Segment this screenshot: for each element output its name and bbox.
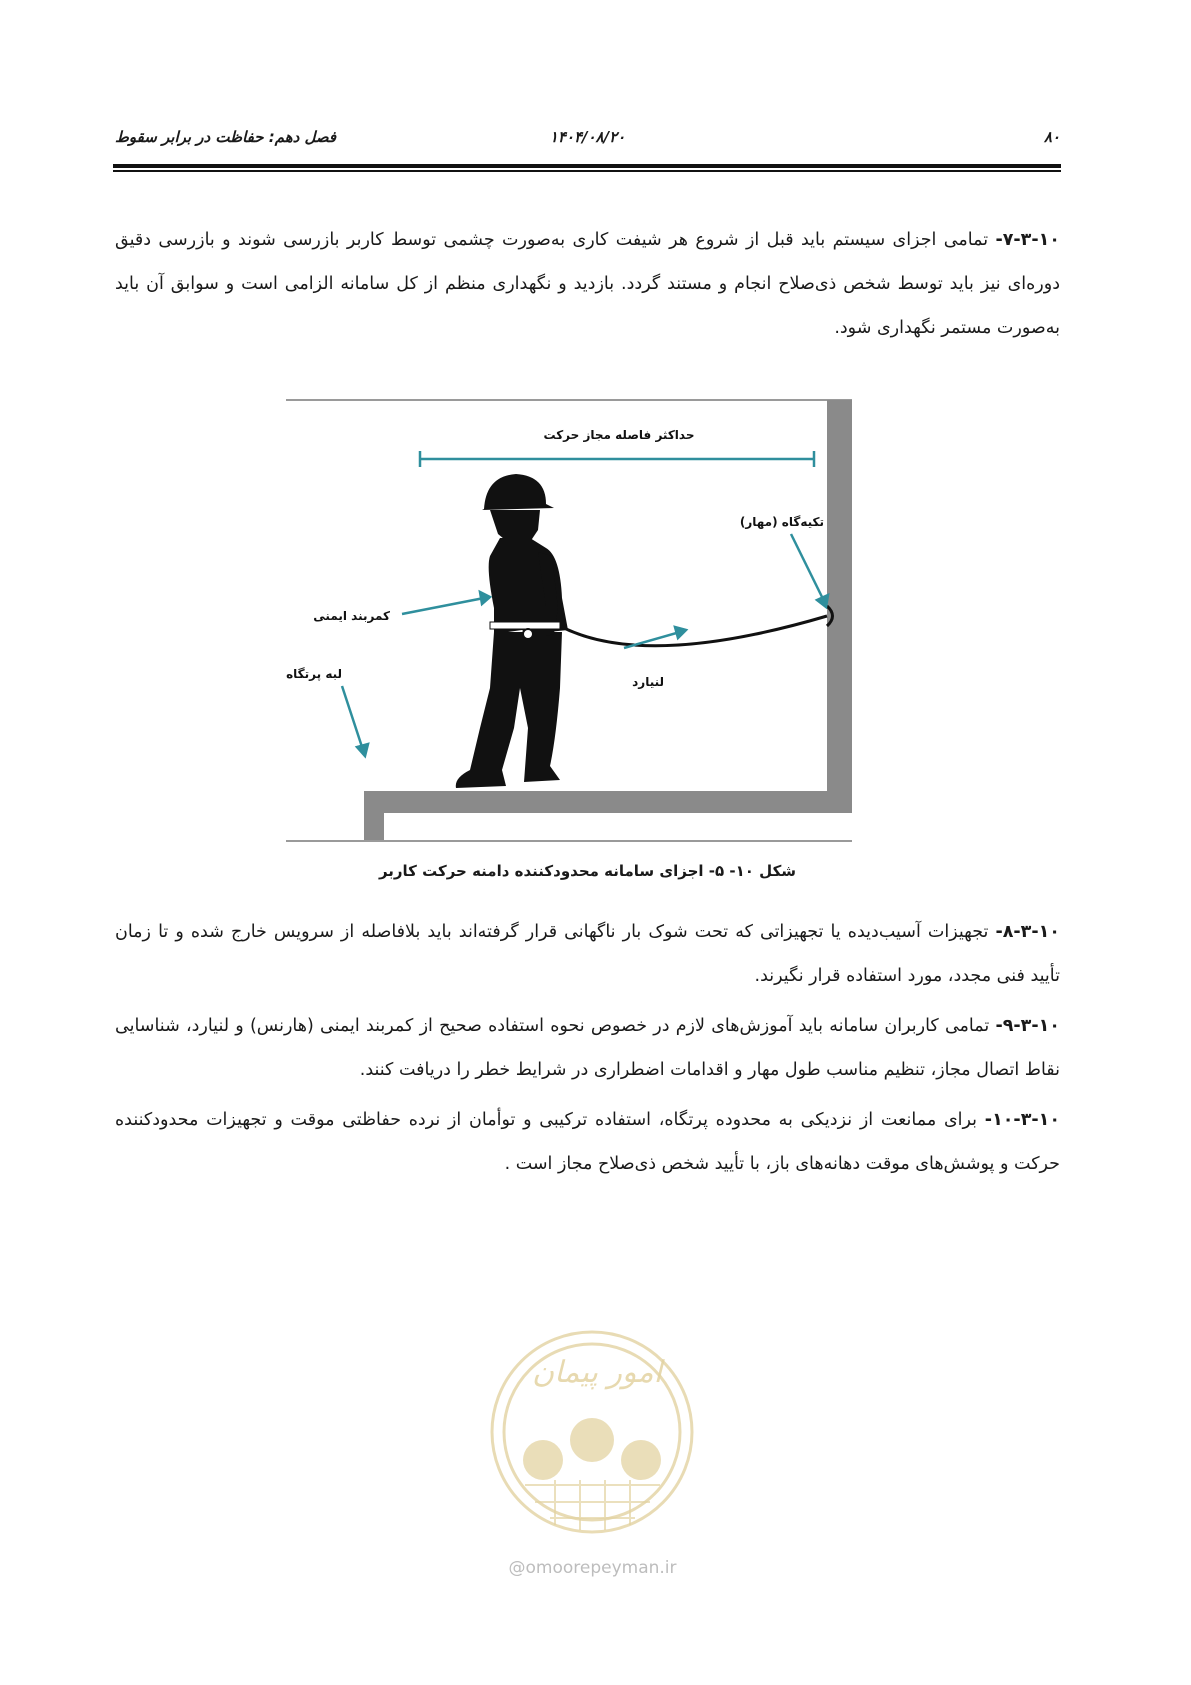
watermark-handle: @omoorepeyman.ir xyxy=(508,1558,677,1578)
paragraph-text: برای ممانعت از نزدیکی به محدوده پرتگاه، استفاده ترکیبی و توأمان از نرده حفاظتی موقت و تجهیزات محدودکننده حرکت و پوشش‌های موقت دهانه‌های باز، با تأیید شخص ذی‌صلاح مجاز است . xyxy=(115,1110,1060,1174)
paragraph-10 xyxy=(115,1098,1060,1186)
header-rule-thick xyxy=(113,164,1061,168)
max-distance-dimension xyxy=(420,451,814,467)
paragraph-text: تمامی اجزای سیستم باید قبل از شروع هر شیفت کاری به‌صورت چشمی توسط کاربر بازرسی شوند و بازرسی دقیق دوره‌ای نیز باید توسط شخص ذی‌صلاح انجام و مستند گردد. بازدید و نگهداری منظم از کل سامانه الزامی است و سوابق آن باید به‌صورت مستمر نگهداری شود. xyxy=(115,230,1060,338)
anchor-label: تکیه‌گاه (مهار) xyxy=(739,515,824,529)
harness-label: کمربند ایمنی xyxy=(313,609,390,623)
paragraph-number: ۹-۳-۱۰- xyxy=(995,1016,1060,1036)
figure-caption: شکل ۱۰- ۵- اجزای سامانه محدودکننده دامنه حرکت کاربر xyxy=(378,862,797,880)
harness-belt xyxy=(490,622,560,629)
worker-silhouette xyxy=(456,474,568,788)
edge-label: لبه پرتگاه xyxy=(286,667,342,681)
header-rule-thin xyxy=(113,170,1061,172)
lanyard-line xyxy=(560,616,827,646)
fall-restraint-figure xyxy=(284,398,854,843)
paragraph-8 xyxy=(115,910,1060,998)
header-date: ۱۴۰۴/۰۸/۲۰ xyxy=(549,128,626,146)
annotation-arrows xyxy=(342,534,828,756)
paragraph-text: تمامی کاربران سامانه باید آموزش‌های لازم در خصوص نحوه استفاده صحیح از کمربند ایمنی (هارنس) و لنیارد، شناسایی نقاط اتصال مجاز، تنظیم مناسب طول مهار و اقدامات اضطراری در شرایط خطر را دریافت کنند. xyxy=(115,1016,1060,1080)
paragraph-7 xyxy=(115,218,1060,350)
watermark xyxy=(485,1320,700,1590)
paragraph-9 xyxy=(115,1004,1060,1092)
paragraph-number: ۸-۳-۱۰- xyxy=(995,922,1060,942)
page-number: ۸۰ xyxy=(1043,128,1060,146)
paragraph-number: ۷-۳-۱۰- xyxy=(995,230,1060,250)
lanyard-label: لنیارد xyxy=(632,675,664,689)
page-header xyxy=(115,128,1060,152)
paragraph-text: تجهیزات آسیب‌دیده یا تجهیزاتی که تحت شوک بار ناگهانی قرار گرفته‌اند باید بلافاصله از سرویس خارج شده و تا زمان تأیید فنی مجدد، مورد استفاده قرار نگیرند. xyxy=(115,922,1060,986)
paragraph-number: ۱۰-۳-۱۰- xyxy=(984,1110,1060,1130)
harness-ring xyxy=(523,629,533,639)
max-distance-label: حداکثر فاصله مجاز حرکت xyxy=(543,428,695,442)
watermark-logo-text: امور پیمان xyxy=(532,1355,662,1390)
floor-and-wall xyxy=(364,400,852,840)
chapter-title: فصل دهم: حفاظت در برابر سقوط xyxy=(115,128,337,146)
watermark-logo-icon xyxy=(485,1320,700,1550)
